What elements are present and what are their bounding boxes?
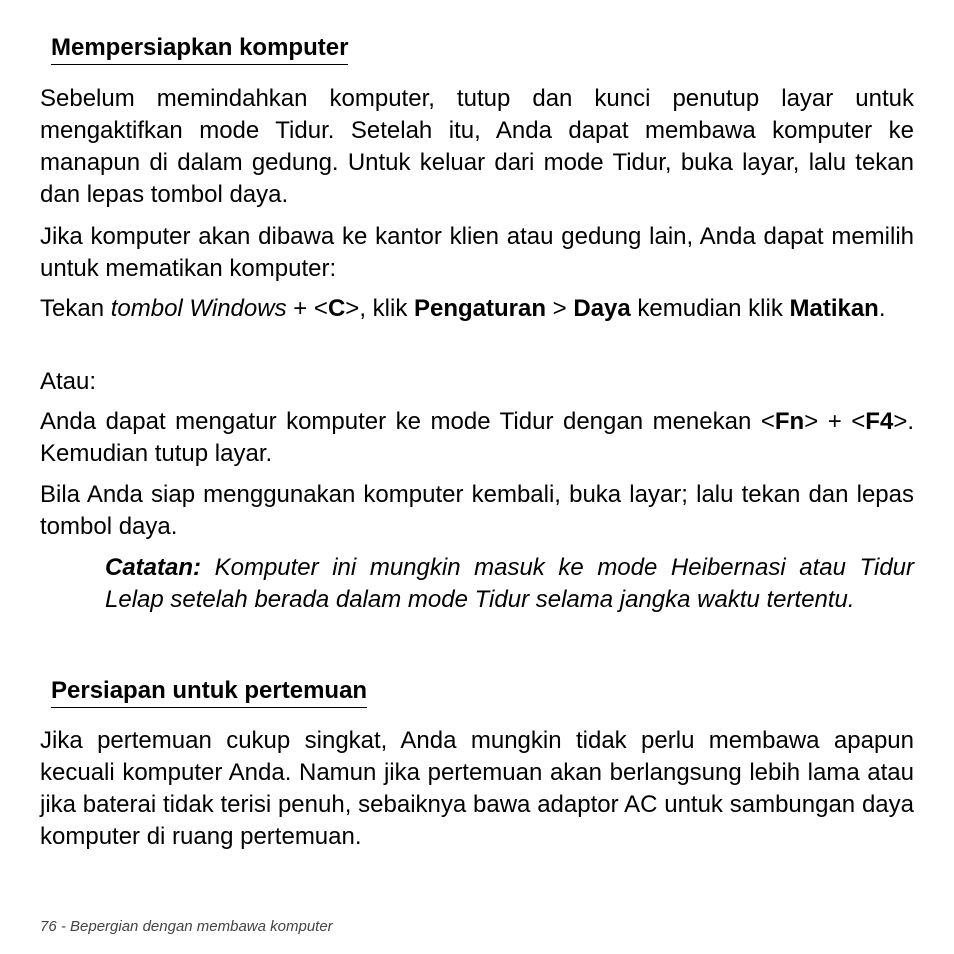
settings-text: Pengaturan xyxy=(413,295,547,322)
text-run: kemudian klik xyxy=(630,295,790,322)
paragraph-or: Atau: xyxy=(40,368,97,395)
text-run: Tekan xyxy=(40,295,111,322)
note-hibernate xyxy=(105,552,914,616)
paragraph-shutdown-steps xyxy=(40,293,914,325)
page-footer: 76 - Bepergian dengan membawa komputer xyxy=(40,918,333,935)
paragraph-resume: Bila Anda siap menggunakan komputer kembali, buka layar; lalu tekan dan lepas tombol daya. xyxy=(40,481,914,540)
key-fn-text: Fn xyxy=(774,408,805,435)
text-run: >, klik xyxy=(345,295,414,322)
paragraph-turn-off-option: Jika komputer akan dibawa ke kantor klien atau gedung lain, Anda dapat memilih untuk mematikan komputer: xyxy=(40,223,914,282)
text-run: > xyxy=(546,295,574,322)
paragraph-fn-f4 xyxy=(40,406,914,470)
section-heading-meeting: Persiapan untuk pertemuan xyxy=(51,676,367,708)
key-c-text: C xyxy=(327,295,346,322)
text-run: . xyxy=(878,295,886,322)
paragraph-meeting: Jika pertemuan cukup singkat, Anda mungkin tidak perlu membawa apapun kecuali komputer Anda. Namun jika pertemuan akan berlangsung lebih lama atau jika baterai tidak terisi penuh, sebaiknya bawa adaptor AC untuk sambungan daya komputer di ruang pertemuan. xyxy=(40,727,914,850)
note-text: Komputer ini mungkin masuk ke mode Heibernasi atau Tidur Lelap setelah berada dalam mode Tidur selama jangka waktu tertentu. xyxy=(105,554,914,613)
text-run: > + < xyxy=(804,408,866,435)
key-f4-text: F4 xyxy=(865,408,894,435)
text-run: + < xyxy=(286,295,328,322)
power-text: Daya xyxy=(573,295,631,322)
windows-key-text: tombol Windows xyxy=(110,295,287,322)
note-label: Catatan: xyxy=(105,554,202,581)
section-heading-preparing-computer: Mempersiapkan komputer xyxy=(51,33,348,65)
text-run: Anda dapat mengatur komputer ke mode Tidur dengan menekan < xyxy=(40,408,775,435)
paragraph-sleep-mode: Sebelum memindahkan komputer, tutup dan kunci penutup layar untuk mengaktifkan mode Tidur. Setelah itu, Anda dapat membawa komputer ke manapun di dalam gedung. Untuk keluar dari mode Tidur, buka layar, lalu tekan dan lepas tombol daya. xyxy=(40,85,914,208)
text-run: >. Kemudian tutup layar. xyxy=(40,408,914,467)
shutdown-text: Matikan xyxy=(789,295,879,322)
